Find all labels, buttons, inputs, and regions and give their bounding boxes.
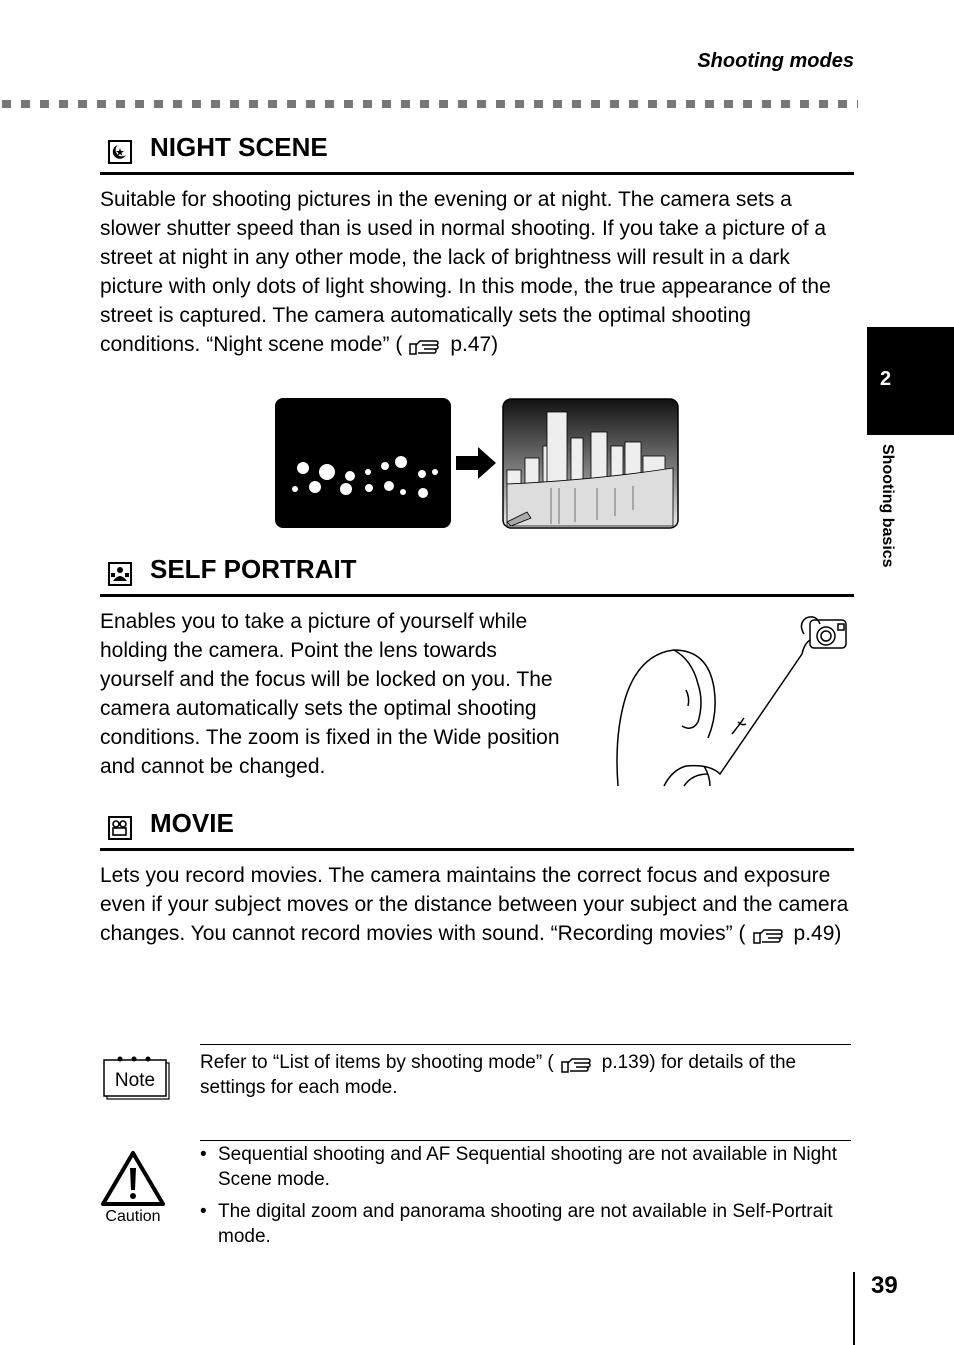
- self-portrait-line: and cannot be changed.: [100, 755, 326, 778]
- movie-page-ref: p.49): [793, 922, 842, 945]
- self-portrait-mode-icon: [108, 562, 132, 586]
- dark-street-image: [275, 398, 451, 528]
- self-portrait-illustration: [612, 614, 852, 788]
- arrow-icon: [456, 447, 496, 479]
- night-scene-text: Suitable for shooting pictures in the evening or at night. The camera sets a slower shutter speed than is used in normal shooting. If you take a picture of a street at night in any other mode, the lack of brightness will result in a dark picture with only dots of light showing. In this mode, the true appearance of the street is captured. The camera automatically sets the optimal shooting conditions. “Night scene mode” (: [100, 188, 831, 356]
- self-portrait-line: holding the camera. Point the lens towards: [100, 639, 497, 662]
- chapter-label-text: Shooting basics: [879, 444, 896, 568]
- note-text: [200, 1050, 854, 1100]
- caution-label: Caution: [105, 1208, 161, 1225]
- caution-list: [200, 1142, 850, 1256]
- caution-item: • Sequential shooting and AF Sequential shooting are not available in Night Scene mode.: [200, 1142, 850, 1192]
- movie-description: [100, 861, 854, 948]
- movie-title: MOVIE: [150, 808, 234, 838]
- movie-text: Lets you record movies. The camera maintains the correct focus and exposure even if your subject moves or the distance between your subject and the camera changes. You cannot record movies with sound. “Recording movies” (: [100, 864, 849, 945]
- lit-street-image: [503, 399, 678, 528]
- self-portrait-line: conditions. The zoom is fixed in the Wide position: [100, 726, 560, 749]
- movie-mode-icon: [108, 816, 132, 840]
- page-reference-icon: [752, 923, 788, 945]
- self-portrait-line: Enables you to take a picture of yourself while: [100, 610, 528, 633]
- running-header: Shooting modes: [697, 50, 854, 72]
- night-scene-page-ref: p.47): [450, 333, 499, 356]
- self-portrait-title: SELF PORTRAIT: [150, 554, 357, 584]
- page-number-rule: [853, 1272, 855, 1345]
- night-scene-description: [100, 185, 854, 359]
- movie-heading: [100, 806, 854, 851]
- self-portrait-heading: [100, 552, 854, 597]
- page-reference-icon: [408, 334, 444, 356]
- caution-rule: [200, 1140, 851, 1141]
- page-reference-icon: [560, 1052, 596, 1074]
- night-scene-mode-icon: [108, 140, 132, 164]
- night-scene-illustration: [275, 398, 680, 530]
- self-portrait-line: yourself and the focus will be locked on you. The: [100, 668, 553, 691]
- dotted-divider: [2, 100, 858, 108]
- self-portrait-line: camera automatically sets the optimal shooting: [100, 697, 537, 720]
- self-portrait-description: [100, 607, 600, 781]
- note-label: Note: [114, 1070, 156, 1091]
- chapter-label: [874, 444, 898, 594]
- night-scene-title: NIGHT SCENE: [150, 132, 328, 162]
- note-text-ref: p.139) for details of the settings for each mode.: [200, 1052, 797, 1098]
- note-text-main: Refer to “List of items by shooting mode” (: [200, 1052, 554, 1073]
- note-rule: [200, 1044, 851, 1045]
- night-scene-heading: [100, 130, 854, 175]
- chapter-number: 2: [880, 368, 892, 390]
- caution-item: • The digital zoom and panorama shooting are not available in Self-Portrait mode.: [200, 1199, 850, 1249]
- note-icon: [102, 1055, 172, 1101]
- page-number: 39: [871, 1272, 898, 1299]
- caution-icon: [100, 1150, 168, 1228]
